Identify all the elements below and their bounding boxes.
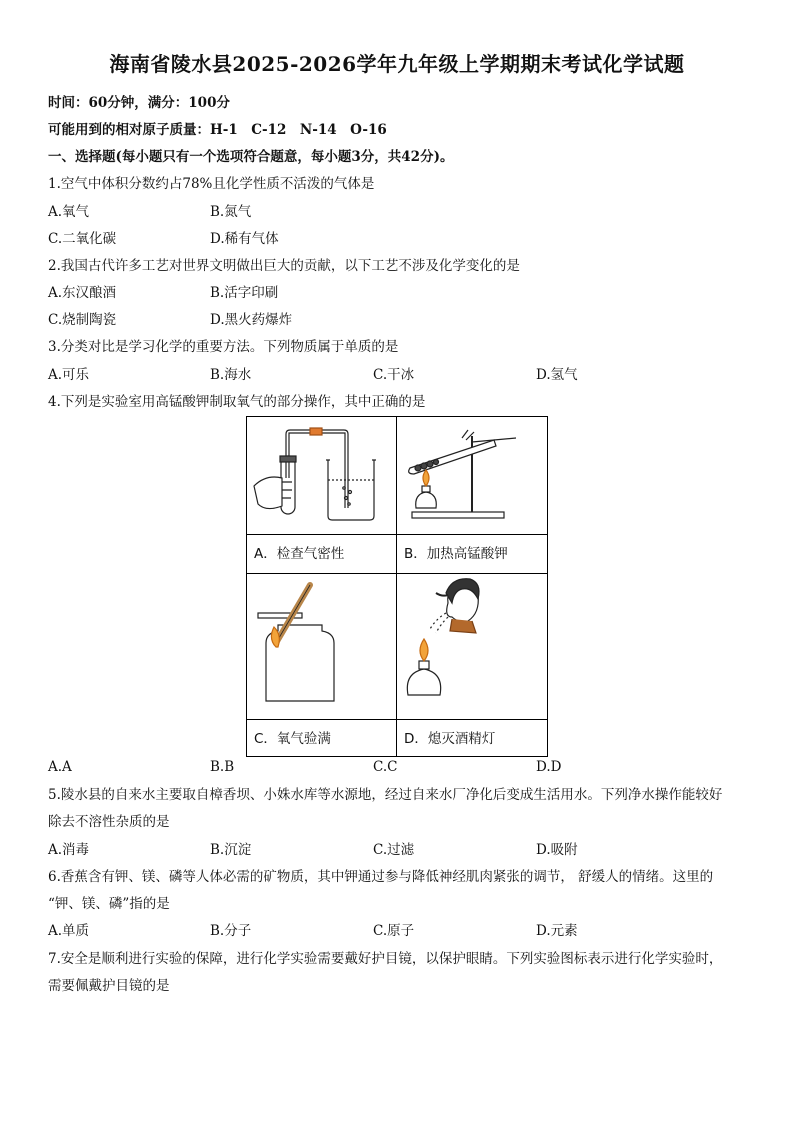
option-a: A.东汉酿酒: [48, 285, 117, 301]
option-a: A.A: [48, 759, 72, 775]
figure-d-caption: D．熄灭酒精灯: [404, 731, 496, 747]
option-b: B.氮气: [210, 204, 252, 220]
option-b: B.沉淀: [210, 842, 252, 858]
question-5-stem: 5.陵水县的自来水主要取自樟香坝、小姝水库等水源地，经过自来水厂净化后变成生活用水。下列净水操作能较好: [48, 787, 723, 803]
option-a: A.氧气: [48, 204, 90, 220]
option-a: A.可乐: [48, 367, 90, 383]
option-d: D.黑火药爆炸: [210, 312, 293, 328]
question-4-options: [48, 759, 748, 779]
question-2-options: [48, 281, 748, 301]
blow-out-lamp-illustration: [396, 573, 548, 720]
exam-time: 时间：60分钟，满分：100分: [48, 95, 230, 111]
option-b: B.海水: [210, 367, 252, 383]
option-d: D.吸附: [536, 842, 578, 858]
option-b: B.活字印刷: [210, 285, 279, 301]
option-a: A.单质: [48, 923, 90, 939]
option-b: B.B: [210, 759, 235, 775]
figure-c-caption: C．氧气验满: [254, 731, 331, 747]
question-1-options: [48, 200, 748, 220]
question-6-options: [48, 919, 748, 939]
heating-setup-illustration: [396, 416, 548, 535]
page-title: 海南省陵水县2025-2026学年九年级上学期期末考试化学试题: [109, 52, 685, 76]
option-d: D.氢气: [536, 367, 578, 383]
question-1-options-2: [48, 227, 748, 247]
option-c: C.原子: [373, 923, 415, 939]
figure-b-caption: B．加热高锰酸钾: [404, 546, 508, 562]
option-d: D.稀有气体: [210, 231, 279, 247]
option-d: D.D: [536, 759, 562, 775]
option-c: C.C: [373, 759, 398, 775]
option-c: C.烧制陶瓷: [48, 312, 117, 328]
question-3-stem: 3.分类对比是学习化学的重要方法。下列物质属于单质的是: [48, 339, 399, 355]
question-6-stem-cont: “钾、镁、磷”指的是: [48, 896, 170, 912]
section-heading: 一、选择题(每小题只有一个选项符合题意，每小题3分，共42分)。: [48, 149, 454, 165]
question-2-options-2: [48, 308, 748, 328]
option-a: A.消毒: [48, 842, 90, 858]
figure-a-caption: A．检查气密性: [254, 546, 345, 562]
question-1-stem: 1.空气中体积分数约占78%且化学性质不活泼的气体是: [48, 176, 375, 192]
atomic-mass: 可能用到的相对原子质量：H-1 C-12 N-14 O-16: [48, 122, 387, 138]
option-c: C.干冰: [373, 367, 415, 383]
question-2-stem: 2.我国古代许多工艺对世界文明做出巨大的贡献，以下工艺不涉及化学变化的是: [48, 258, 520, 274]
question-5-stem-cont: 除去不溶性杂质的是: [48, 814, 170, 830]
option-c: C.二氧化碳: [48, 231, 117, 247]
question-5-options: [48, 838, 748, 858]
option-b: B.分子: [210, 923, 252, 939]
question-7-stem-cont: 需要佩戴护目镜的是: [48, 978, 170, 994]
question-7-stem: 7.安全是顺利进行实验的保障，进行化学实验需要戴好护目镜，以保护眼睛。下列实验图标表示进行化学实验时，: [48, 951, 723, 967]
oxygen-full-test-illustration: [246, 573, 397, 720]
option-c: C.过滤: [373, 842, 415, 858]
option-d: D.元素: [536, 923, 578, 939]
question-4-stem: 4.下列是实验室用高锰酸钾制取氧气的部分操作，其中正确的是: [48, 394, 426, 410]
airtightness-check-illustration: [246, 416, 397, 535]
question-6-stem: 6.香蕉含有钾、镁、磷等人体必需的矿物质，其中钾通过参与降低神经肌肉紧张的调节， 舒缓人的情绪。这里的: [48, 869, 714, 885]
question-3-options: [48, 363, 748, 383]
